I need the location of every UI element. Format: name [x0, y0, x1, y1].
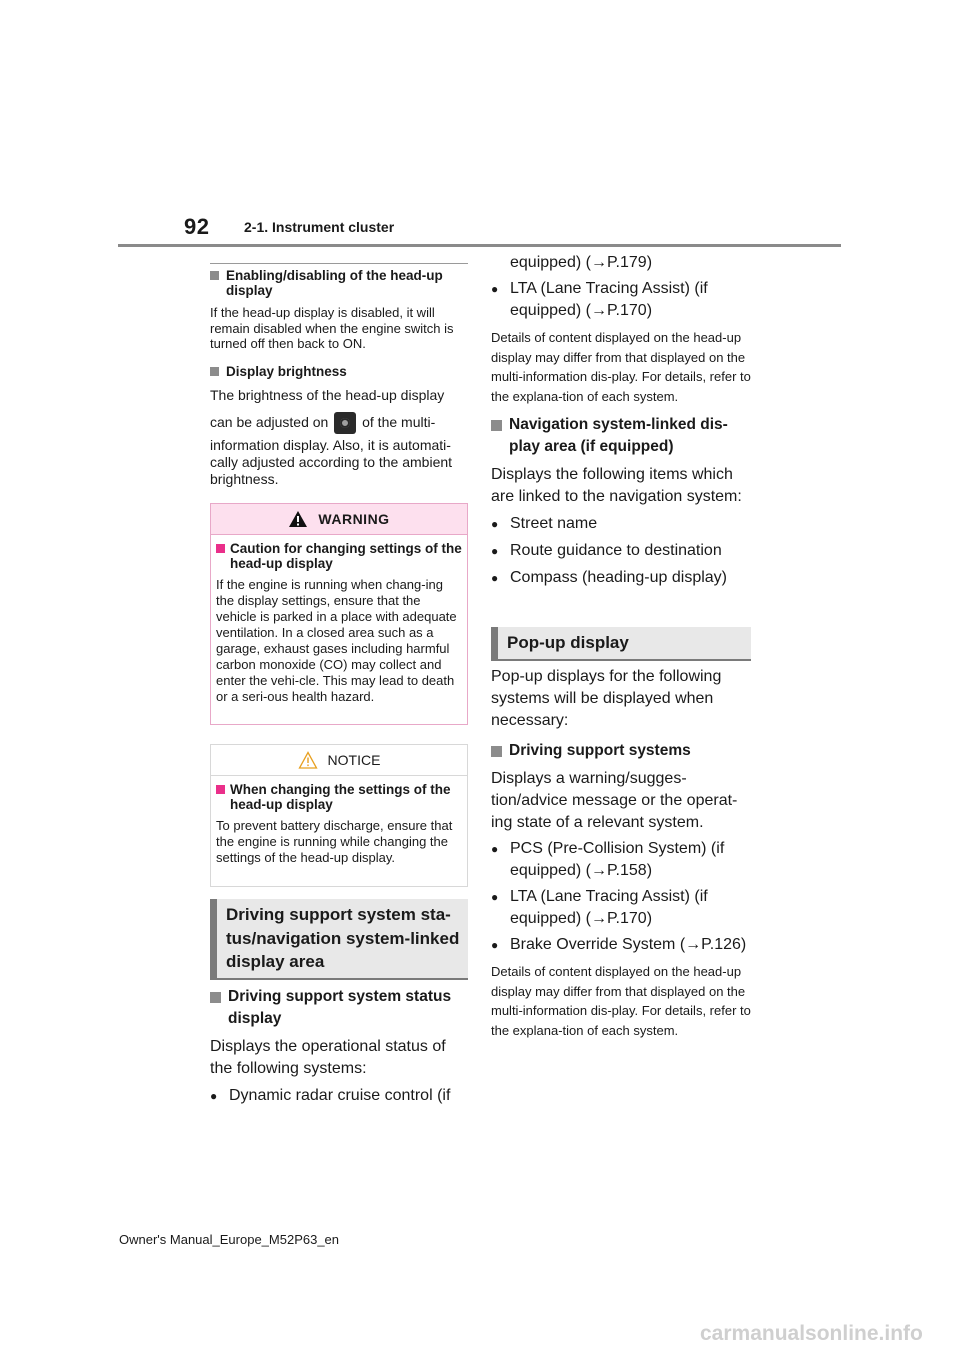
nav-item: ● Street name	[491, 513, 751, 535]
note-1: Details of content displayed on the head-up display may differ from that displayed on the multi-information dis-play. For details, refer to the explana-tion of each system.	[491, 330, 751, 404]
brightness-heading: Display brightness	[210, 364, 468, 379]
section-title: 2-1. Instrument cluster	[244, 219, 395, 235]
notice-box	[210, 744, 468, 887]
notice-body	[211, 776, 467, 866]
notice-text: To prevent battery discharge, ensure that the engine is running while changing the settings of the head-up display.	[216, 818, 453, 865]
status-bullet-2: ● LTA (Lane Tracing Assist) (if equipped) (→P.170)	[491, 278, 751, 322]
warning-box	[210, 503, 468, 725]
warning-title: WARNING	[318, 511, 390, 527]
left-column-bottom	[210, 986, 468, 1107]
warning-heading: Caution for changing settings of the head-up display	[216, 541, 462, 571]
warning-header	[211, 504, 467, 535]
warning-triangle-icon	[288, 510, 308, 528]
header-rule	[118, 244, 841, 247]
dss-item: ● PCS (Pre-Collision System) (if equipped) (→P.158)	[491, 838, 751, 882]
status-heading: Driving support system status display	[210, 986, 468, 1030]
nav-item: ● Compass (heading-up display)	[491, 567, 751, 589]
popup-text: Pop-up displays for the following systems will be displayed when necessary:	[491, 668, 722, 729]
notice-heading: When changing the settings of the head-up display	[216, 782, 462, 812]
nav-text: Displays the following items which are linked to the navigation system:	[491, 466, 742, 505]
gear-icon	[334, 412, 356, 434]
footer-text: Owner's Manual_Europe_M52P63_en	[119, 1232, 340, 1247]
dss-text: Displays a warning/sugges-tion/advice message or the operat-ing state of a relevant system.	[491, 770, 738, 831]
enable-text: If the head-up display is disabled, it will remain disabled when the engine switch is turned off then back to ON.	[210, 305, 454, 351]
notice-header	[211, 745, 467, 776]
brightness-line3: information display. Also, it is automati-cally adjusted according to the ambient brightness.	[210, 436, 453, 487]
watermark: carmanualsonline.info	[700, 1322, 923, 1345]
warning-body	[211, 535, 467, 705]
column-rule	[210, 263, 468, 264]
nav-heading: Navigation system-linked dis-play area (if equipped)	[491, 414, 751, 458]
note-2: Details of content displayed on the head-up display may differ from that displayed on the multi-information dis-play. For details, refer to the explana-tion of each system.	[491, 964, 751, 1038]
brightness-line2	[210, 409, 468, 435]
brightness-line2a: can be adjusted on	[210, 413, 329, 430]
right-column-bottom	[491, 666, 751, 1040]
section-box-popup: Pop-up display	[491, 627, 751, 661]
status-bullet-1: ● Dynamic radar cruise control (if	[210, 1085, 468, 1107]
nav-item: ● Route guidance to destination	[491, 540, 751, 562]
brightness-line1: The brightness of the head-up display	[210, 386, 445, 403]
right-column-top	[491, 252, 751, 589]
notice-title: NOTICE	[327, 752, 381, 768]
left-column-top	[210, 268, 468, 488]
notice-triangle-icon	[298, 751, 318, 769]
dss-item: ● Brake Override System (→P.126)	[491, 934, 751, 956]
dss-heading: Driving support systems	[491, 740, 751, 762]
bullet1-continued: equipped) (→P.179)	[510, 254, 653, 271]
status-text: Displays the operational status of the following systems:	[210, 1038, 446, 1077]
page-number: 92	[184, 214, 210, 239]
enable-heading: Enabling/disabling of the head-up display	[210, 268, 468, 298]
warning-text: If the engine is running when chang-ing the display settings, ensure that the vehicle is parked in a place with adequate ventilation. In a closed area such as a garage, exhaust gases including harmful carbon monoxide (CO) may collect and enter the vehi-cle. This may lead to death or a seri-ous health hazard.	[216, 577, 457, 704]
brightness-line2b: of the multi-	[362, 413, 436, 430]
section-box-driving-support: Driving support system sta-tus/navigation system-linked display area	[210, 899, 468, 980]
dss-item: ● LTA (Lane Tracing Assist) (if equipped) (→P.170)	[491, 886, 751, 930]
